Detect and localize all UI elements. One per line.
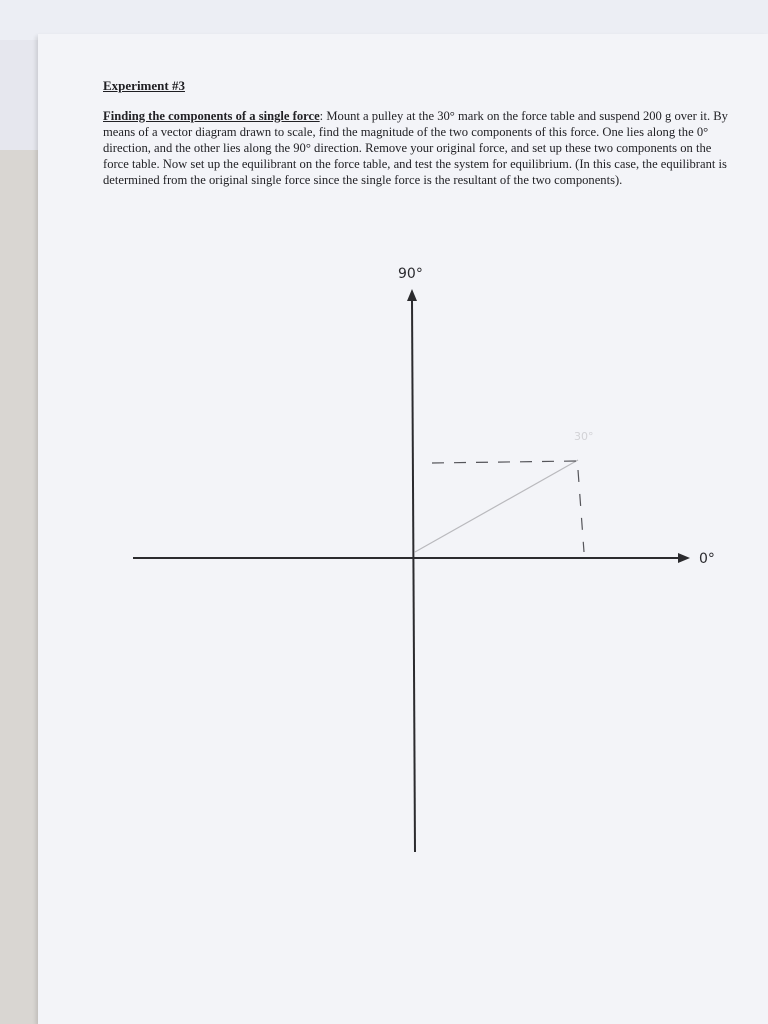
instructions-lead: Finding the components of a single force (103, 109, 320, 123)
component-0-dashed (578, 470, 584, 552)
vertical-arrowhead (407, 289, 417, 301)
horizontal-arrowhead (678, 553, 690, 563)
instructions-body: : Mount a pulley at the 30° mark on the force table and suspend 200 g over it. By means of a vector diagram drawn to scale, find the magnitude of the two components of this force. One lies along the 0° direction, and the other lies along the 90° direction. Remove your original force, and set up these two components on the force table. Now set up the equilibrant on the force table, and test the system for equilibrium. (In this case, the equilibrant is determined from the original single force since the single force is the resultant of the two components). (103, 109, 728, 187)
label-0-degrees: 0° (699, 551, 715, 567)
vertical-axis (412, 300, 415, 852)
experiment-heading: Experiment #3 (103, 78, 185, 93)
resultant-force-line (415, 460, 578, 552)
handwritten-angle-note: 30° (574, 430, 594, 443)
label-90-degrees: 90° (398, 266, 423, 282)
component-90-dashed (432, 461, 578, 463)
